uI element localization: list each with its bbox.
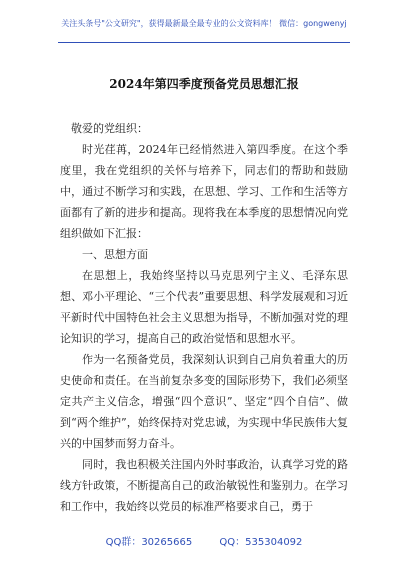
- footer-contact: [0, 533, 408, 548]
- section-heading: 一、思想方面: [82, 248, 148, 261]
- document-title: 2024年第四季度预备党员思想汇报: [109, 77, 299, 91]
- header-banner: 关注头条号"公文研究"，获得最新最全最专业的公文资料库！ 微信：gongwenyj: [61, 19, 347, 28]
- paragraph: 作为一名预备党员，我深刻认识到自己肩负着重大的历史使命和责任。在当前复杂多变的国际形势下，我们必须坚定共产主义信念，增强“四个意识”、坚定“四个自信”、做到“两个维护”，始终保持对党忠诚，为实现中华民族伟大复兴的中国梦而努力奋斗。: [60, 353, 348, 450]
- document-body: [60, 118, 348, 517]
- paragraph: 同时，我也积极关注国内外时事政治，认真学习党的路线方针政策，不断提高自己的政治敏锐性和鉴别力。在学习和工作中，我始终以党员的标准严格要求自己，勇于: [60, 458, 348, 513]
- footer-qq: QQ：535304092: [219, 537, 303, 548]
- salutation: 敬爱的党组织：: [71, 122, 148, 135]
- paragraph: 在思想上，我始终坚持以马克思列宁主义、毛泽东思想、邓小平理论、“三个代表”重要思想、科学发展观和习近平新时代中国特色社会主义思想为指导，不断加强对党的理论知识的学习，提高自己的政治觉悟和思想水平。: [60, 269, 348, 345]
- paragraph: 时光荏苒，2024年已经悄然进入第四季度。在这个季度里，我在党组织的关怀与培养下，同志们的帮助和鼓励中，通过不断学习和实践，在思想、学习、工作和生活等方面都有了新的进步和提高。现将我在本季度的思想情况向党组织做如下汇报：: [60, 143, 348, 240]
- header-divider: [58, 42, 350, 43]
- footer-qq-group: QQ群：30265665: [105, 537, 193, 548]
